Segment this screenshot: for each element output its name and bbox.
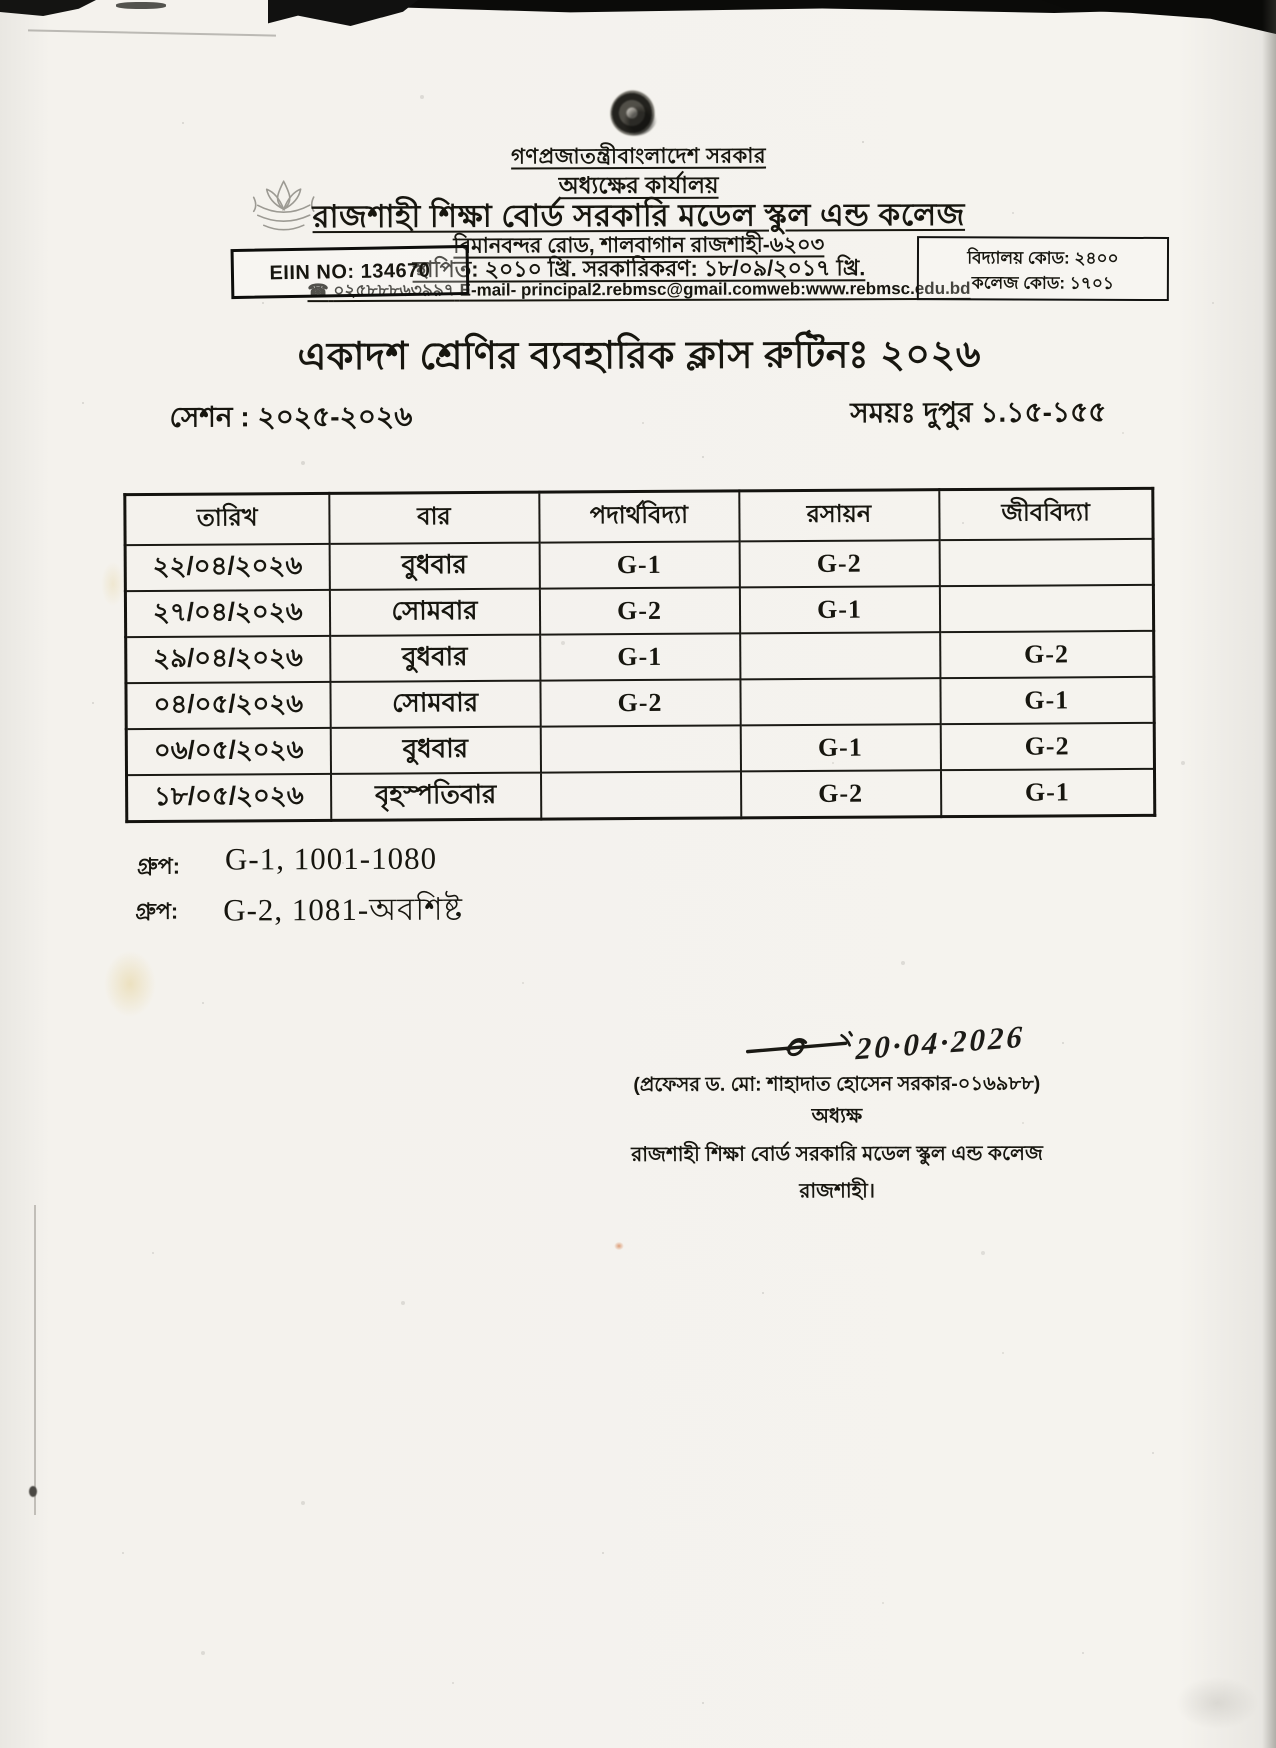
cell-day: সোমবার xyxy=(329,589,539,636)
cell-physics: G-2 xyxy=(540,679,740,726)
eiin-box xyxy=(231,245,470,299)
signature-institution: রাজশাহী শিক্ষা বোর্ড সরকারি মডেল স্কুল এন্ড কলেজ xyxy=(631,1142,1043,1167)
eiin-label: EIIN NO: 134670 xyxy=(269,259,431,284)
cell-chemistry: G-2 xyxy=(740,770,940,818)
session-label: সেশন : ২০২৫-২০২৬ xyxy=(169,400,413,433)
col-header-physics: পদার্থবিদ্যা xyxy=(539,491,739,543)
cell-biology: G-2 xyxy=(940,631,1154,678)
handwritten-date: 20·04·2026 xyxy=(855,1018,1026,1067)
col-header-biology: জীববিদ্যা xyxy=(939,488,1153,540)
time-label: সময়ঃ দুপুর ১.১৫-১৫৫ xyxy=(850,396,1107,429)
cell-day: বুধবার xyxy=(330,727,540,774)
cell-physics xyxy=(540,725,740,772)
address-line-text: বিমানবন্দর রোড, শালবাগান রাজশাহী-৬২০৩ xyxy=(453,233,825,258)
cell-chemistry: G-2 xyxy=(739,540,939,587)
group1-value: G-1, 1001-1080 xyxy=(224,840,438,877)
cell-biology xyxy=(939,585,1153,632)
cell-chemistry: G-1 xyxy=(739,586,939,633)
table-row xyxy=(127,769,1155,822)
phone-icon: ☎ xyxy=(307,281,329,301)
cell-chemistry xyxy=(740,678,940,725)
cell-biology: G-1 xyxy=(940,769,1154,817)
cell-date: ০৪/০৫/২০২৬ xyxy=(126,682,330,729)
table-row xyxy=(126,631,1154,683)
cell-biology xyxy=(939,539,1153,586)
cell-chemistry: G-1 xyxy=(740,724,940,771)
college-code: কলেজ কোড: ১৭০১ xyxy=(971,273,1114,293)
cell-chemistry xyxy=(740,632,940,679)
principal-designation: অধ্যক্ষ xyxy=(811,1105,863,1128)
cell-date: ২২/০৪/২০২৬ xyxy=(125,544,329,591)
established-line-text: স্থাপিত: ২০১০ খ্রি. সরকারিকরণ: ১৮/০৯/২০১৭ খ্রি. xyxy=(412,255,866,282)
group1-label: গ্রুপ: xyxy=(136,853,181,879)
table-row xyxy=(126,723,1154,775)
signature-block xyxy=(582,1070,1092,1210)
school-code: বিদ্যালয় কোড: ২৪০০ xyxy=(967,248,1119,268)
table-row xyxy=(125,539,1153,591)
cell-date: ০৬/০৫/২০২৬ xyxy=(126,728,330,775)
signature-place: রাজশাহী। xyxy=(799,1180,876,1203)
cell-physics: G-2 xyxy=(539,587,739,634)
col-header-date: তারিখ xyxy=(125,493,329,545)
page-title: একাদশ শ্রেণির ব্যবহারিক ক্লাস রুটিনঃ ২০২৬ xyxy=(297,333,982,379)
codes-box xyxy=(917,236,1169,301)
signature-scribble xyxy=(746,1029,864,1065)
table-row xyxy=(126,677,1154,729)
cell-physics: G-1 xyxy=(540,633,740,680)
cell-biology: G-2 xyxy=(940,723,1154,770)
office-line-text: অধ্যক্ষের কার্যালয় xyxy=(558,171,719,199)
cell-biology: G-1 xyxy=(940,677,1154,724)
cell-day: সোমবার xyxy=(330,681,540,728)
col-header-day: বার xyxy=(329,492,539,544)
institution-name-text: রাজশাহী শিক্ষা বোর্ড সরকারি মডেল স্কুল এন্ড কলেজ xyxy=(312,196,966,235)
cell-physics xyxy=(541,771,741,819)
email-web-text: E-mail- principal2.rebmsc@gmail.comweb:www.rebmsc.edu.bd xyxy=(459,278,971,300)
cell-day: বৃহস্পতিবার xyxy=(331,773,541,821)
cell-date: ২৭/০৪/২০২৬ xyxy=(125,590,329,637)
cell-day: বুধবার xyxy=(330,635,540,682)
round-seal-logo xyxy=(610,90,658,136)
cell-physics: G-1 xyxy=(539,541,739,588)
table-row xyxy=(125,585,1153,637)
phone-number: ০২৫৮৮৮৬৩৯৯৭ xyxy=(333,280,455,301)
cell-date: ১৮/০৫/২০২৬ xyxy=(127,774,331,822)
cell-day: বুধবার xyxy=(329,543,539,590)
group2-label: গ্রুপ: xyxy=(135,898,179,924)
cell-date: ২৯/০৪/২০২৬ xyxy=(126,636,330,683)
principal-name: (প্রফেসর ড. মো: শাহাদাত হোসেন সরকার-০১৬৯৮৮) xyxy=(633,1072,1041,1097)
routine-table xyxy=(123,487,1156,823)
govt-line-text: গণপ্রজাতন্ত্রীবাংলাদেশ সরকার xyxy=(511,144,767,169)
table-header-row xyxy=(125,488,1153,545)
group2-value: G-2, 1081-অবশিষ্ট xyxy=(223,891,464,928)
col-header-chemistry: রসায়ন xyxy=(739,490,939,542)
